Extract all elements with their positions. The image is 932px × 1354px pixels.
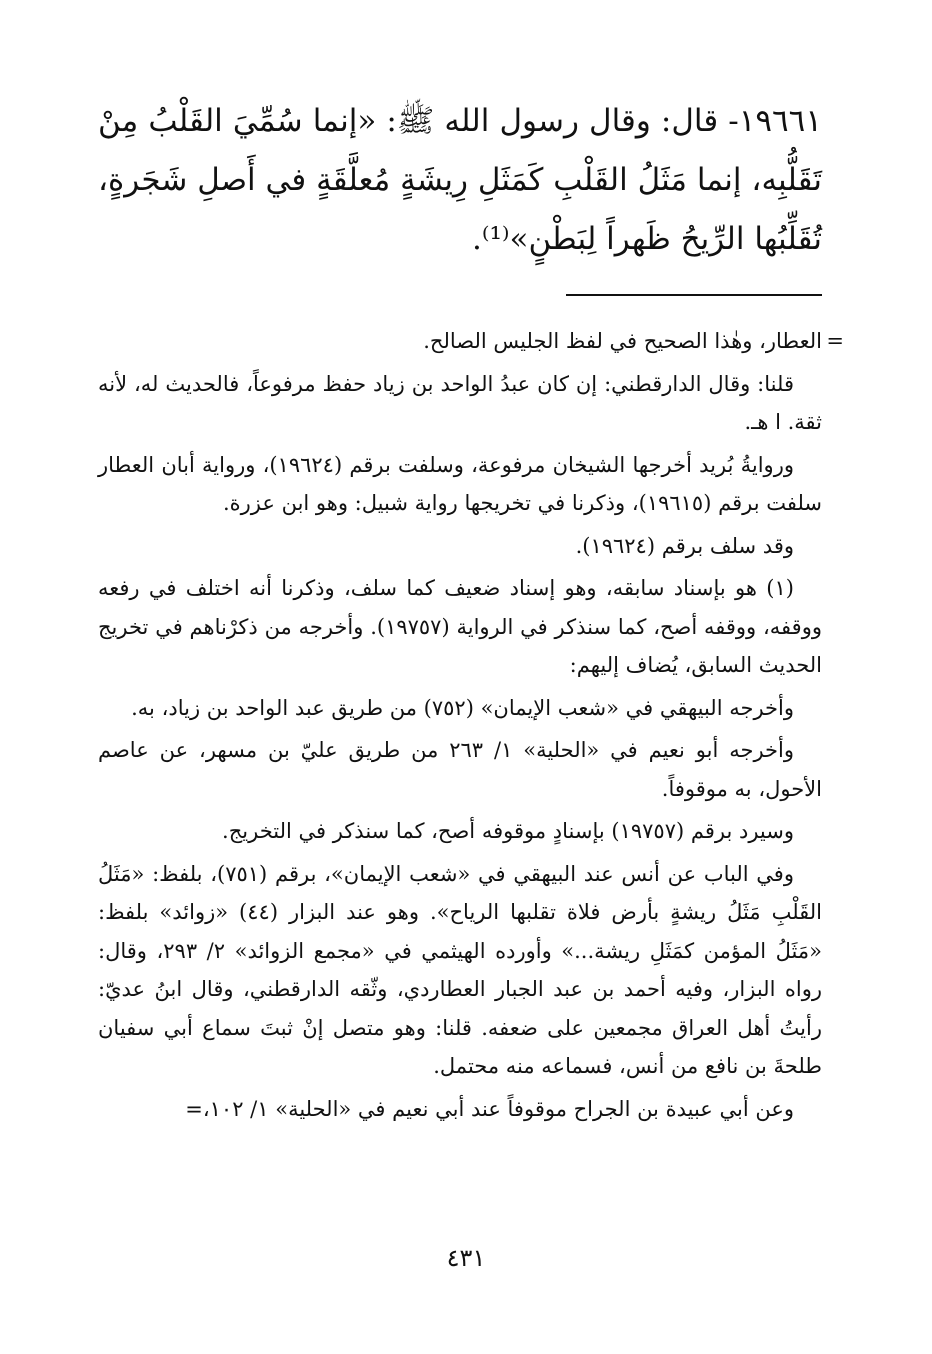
footnote-divider xyxy=(566,294,822,296)
continuation-mark: = xyxy=(826,329,844,353)
footnote-paragraph: وقد سلف برقم (١٩٦٢٤). xyxy=(575,533,794,558)
footnote-paragraph: (١) هو بإسناد سابقه، وهو إسناد ضعيف كما سلف، وذكرنا أنه اختلف في رفعه ووقفه، ووقفه أصح، كما سنذكر في الرواية (١٩٧٥٧). وأخرجه من ذكرْناهم في تخريج الحديث السابق، يُضاف إليهم: xyxy=(98,576,822,677)
footnote-paragraph: وأخرجه أبو نعيم في «الحلية» ١/ ٢٦٣ من طريق عليّ بن مسهر، عن عاصم الأحول، به موقوفاً. xyxy=(98,738,822,801)
footnote-paragraph: وروايةُ بُريد أخرجها الشيخان مرفوعة، وسلفت برقم (١٩٦٢٤)، ورواية أبان العطار سلفت برقم (١٩٦١٥)، وذكرنا في تخريجها رواية شبيل: وهو ابن عزرة. xyxy=(98,452,822,515)
footnote-paragraph xyxy=(98,1090,822,1129)
footnote-paragraph: وسيرد برقم (١٩٧٥٧) بإسنادٍ موقوفه أصح، كما سنذكر في التخريج. xyxy=(222,819,794,843)
footnote-paragraph: العطار، وهٰذا الصحيح في لفظ الجليس الصالح. xyxy=(423,329,822,353)
hadith-text: ١٩٦٦١- قال: وقال رسول الله ﷺ: «إنما سُمِّيَ القَلْبُ مِنْ تَقَلُّبِه، إنما مَثَلُ القَلْبِ كَمَثَلِ رِيشَةٍ مُعلَّقَةٍ في أَصلِ شَجَرةٍ، تُقَلِّبُها الرِّيحُ ظَهراً لِبَطْنٍ»⁽¹⁾. xyxy=(98,103,822,257)
footnote-paragraph: وفي الباب عن أنس عند البيهقي في «شعب الإيمان»، برقم (٧٥١)، بلفظ: «مَثَلُ القَلْبِ مَثَلُ ريشةٍ بأرض فلاة تقلبها الرياح». وهو عند البزار (٤٤) «زوائد» بلفظ: «مَثَلُ المؤمن كمَثَلِ ريشة...» وأورده الهيثمي في «مجمع الزوائد» ٢/ ٢٩٣، وقال: رواه البزار، وفيه أحمد بن عبد الجبار العطاردي، وثّقه الدارقطني، وقال ابنُ عديّ: رأيتُ أهل العراق مجمعين على ضعفه. قلنا: وهو متصل إنْ ثبتَ سماع أبي سفيان طلحةَ بن نافع من أنس، فسماعه منه محتمل. xyxy=(98,861,823,1078)
footnote-paragraph: وأخرجه البيهقي في «شعب الإيمان» (٧٥٢) من طريق عبد الواحد بن زياد، به. xyxy=(131,695,794,720)
footnotes xyxy=(98,322,844,1132)
footnote-last-text: وعن أبي عبيدة بن الجراح موقوفاً عند أبي نعيم في «الحلية» ١/ ١٠٢، xyxy=(202,1096,794,1121)
page-number: ٤٣١ xyxy=(446,1244,486,1272)
footnote-paragraph: قلنا: وقال الدارقطني: إن كان عبدُ الواحد بن زياد حفظ مرفوعاً، فالحديث له، لأنه ثقة. ا هـ. xyxy=(98,371,822,434)
end-continuation-mark: = xyxy=(185,1096,203,1121)
